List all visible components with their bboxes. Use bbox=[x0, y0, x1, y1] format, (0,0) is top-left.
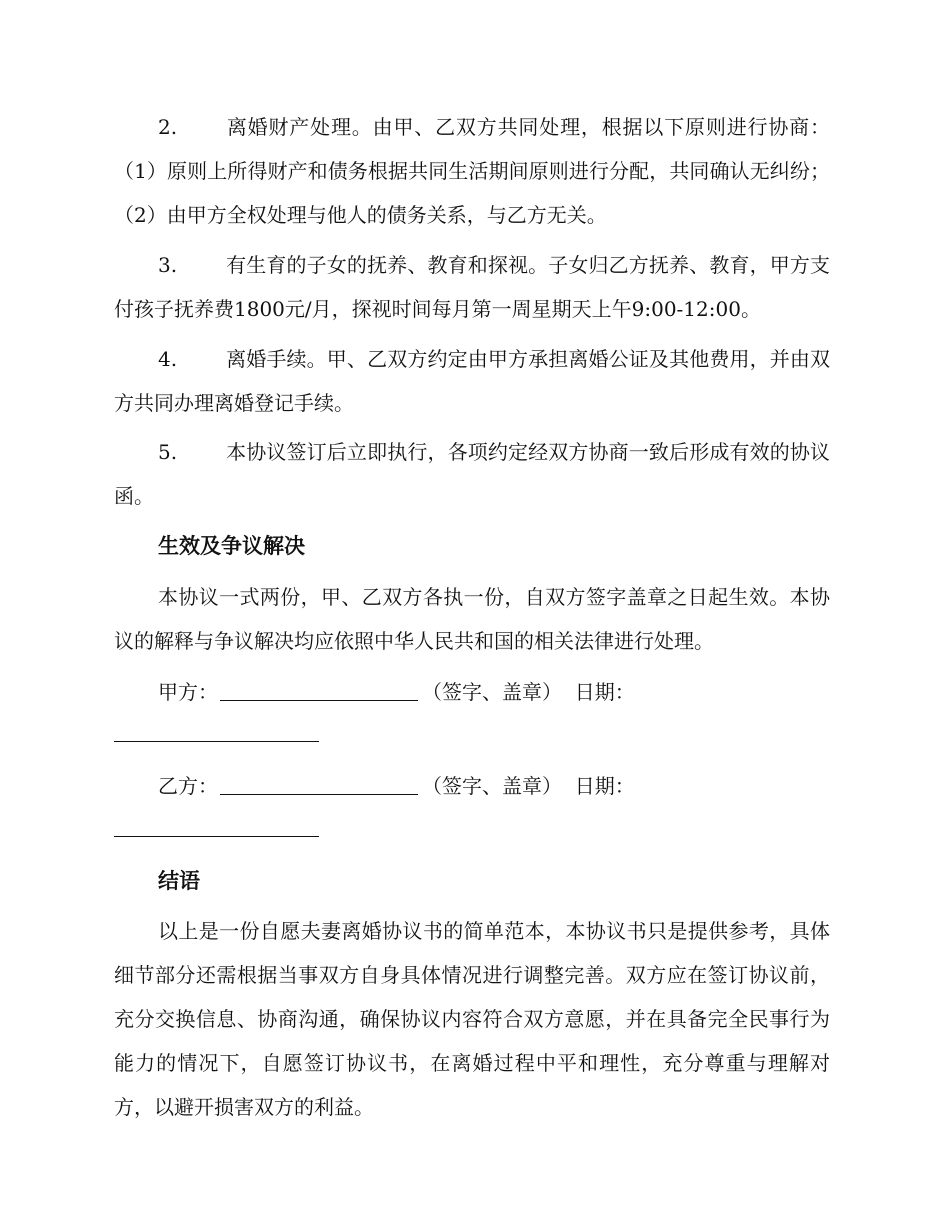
clause-number: 2. bbox=[158, 115, 178, 139]
date-label: 日期： bbox=[574, 774, 635, 798]
clause-text: 有生育的子女的抚养、教育和探视。子女归乙方抚养、教育，甲方支付孩子抚养费1800元/月，探视时间每月第一周星期天上午9:00-12:00。 bbox=[114, 253, 830, 321]
party-a-date-blank[interactable] bbox=[114, 740, 319, 742]
date-label: 日期： bbox=[574, 680, 635, 704]
seal-note: （签字、盖章） bbox=[422, 680, 562, 704]
seal-note: （签字、盖章） bbox=[422, 774, 562, 798]
party-a-signature-blank[interactable] bbox=[220, 680, 418, 701]
clause-text: 本协议签订后立即执行，各项约定经双方协商一致后形成有效的协议函。 bbox=[114, 440, 830, 508]
party-b-signature-line bbox=[158, 771, 635, 801]
clause-text: 离婚手续。甲、乙双方约定由甲方承担离婚公证及其他费用，并由双方共同办理离婚登记手续。 bbox=[114, 347, 830, 415]
party-a-signature-line bbox=[158, 677, 635, 707]
clause-2 bbox=[114, 105, 830, 237]
party-b-date-blank[interactable] bbox=[114, 835, 319, 837]
effect-paragraph: 本协议一式两份，甲、乙双方各执一份，自双方签字盖章之日起生效。本协议的解释与争议解决均应依照中华人民共和国的相关法律进行处理。 bbox=[114, 585, 830, 653]
party-a-label: 甲方： bbox=[158, 680, 218, 704]
effect-heading: 生效及争议解决 bbox=[158, 533, 305, 558]
clause-4 bbox=[114, 337, 830, 425]
clause-number: 5. bbox=[158, 440, 178, 464]
clause-text: 离婚财产处理。由甲、乙双方共同处理，根据以下原则进行协商：（1）原则上所得财产和债务根据共同生活期间原则进行分配，共同确认无纠纷；（2）由甲方全权处理与他人的债务关系，与乙方无关。 bbox=[114, 115, 830, 227]
clause-5 bbox=[114, 430, 830, 518]
clause-number: 3. bbox=[158, 253, 178, 277]
clause-3 bbox=[114, 243, 830, 331]
clause-number: 4. bbox=[158, 347, 178, 371]
conclusion-heading: 结语 bbox=[158, 868, 200, 893]
conclusion-paragraph: 以上是一份自愿夫妻离婚协议书的简单范本，本协议书只是提供参考，具体细节部分还需根据当事双方自身具体情况进行调整完善。双方应在签订协议前，充分交换信息、协商沟通，确保协议内容符合双方意愿，并在具备完全民事行为能力的情况下，自愿签订协议书，在离婚过程中平和理性，充分尊重与理解对方，以避开损害双方的利益。 bbox=[114, 919, 830, 1119]
party-b-signature-blank[interactable] bbox=[220, 774, 418, 795]
party-b-label: 乙方： bbox=[158, 774, 218, 798]
